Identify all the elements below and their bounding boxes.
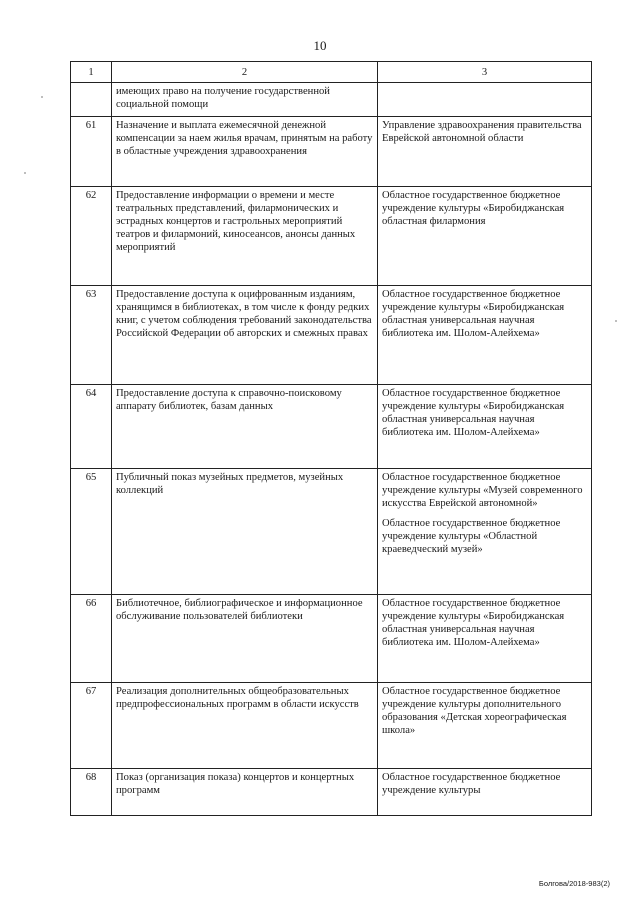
table-row (71, 385, 592, 469)
organization-name: Областное государственное бюджетное учреждение культуры «Биробиджанская областная универсальная научная библиотека им. Шолом-Алейхема» (382, 598, 565, 648)
organization-cell (378, 187, 592, 286)
organization-cell (378, 469, 592, 595)
organization-cell (378, 769, 592, 816)
organization-cell (378, 683, 592, 769)
service-name: Предоставление доступа к оцифрованным изданиям, хранящимся в библиотеках, в том числе к фонду редких книг, с учетом соблюдения требований законодательства Российской Федерации об авторских и смежных правах (112, 286, 378, 385)
table-row (71, 286, 592, 385)
organization-cell (378, 83, 592, 117)
service-name: Назначение и выплата ежемесячной денежной компенсации за наем жилья врачам, принятым на работу в областные учреждения здравоохранения (112, 117, 378, 187)
table-row (71, 117, 592, 187)
organization-name: Областное государственное бюджетное учреждение культуры «Биробиджанская областная филармония (382, 190, 565, 227)
service-name: Реализация дополнительных общеобразовательных предпрофессиональных программ в области искусств (112, 683, 378, 769)
row-number: 65 (71, 469, 112, 595)
scan-speck (24, 172, 26, 174)
service-name: Предоставление доступа к справочно-поисковому аппарату библиотек, базам данных (112, 385, 378, 469)
table-row (71, 769, 592, 816)
organization-cell (378, 385, 592, 469)
table-header-row (71, 62, 592, 83)
column-header-organization: 3 (378, 62, 592, 83)
row-number: 62 (71, 187, 112, 286)
service-name: Предоставление информации о времени и месте театральных представлений, филармонических и эстрадных концертов и гастрольных мероприятий театров и филармоний, киносеансов, анонсы данных мероприятий (112, 187, 378, 286)
organization-name: Областное государственное бюджетное учреждение культуры «Биробиджанская областная универсальная научная библиотека им. Шолом-Алейхема» (382, 388, 565, 438)
table-row (71, 83, 592, 117)
service-name: Публичный показ музейных предметов, музейных коллекций (112, 469, 378, 595)
service-name: Библиотечное, библиографическое и информационное обслуживание пользователей библиотеки (112, 595, 378, 683)
organization-cell (378, 286, 592, 385)
services-table (70, 61, 592, 816)
organization-cell (378, 595, 592, 683)
row-number: 64 (71, 385, 112, 469)
row-number: 63 (71, 286, 112, 385)
scan-speck (615, 320, 617, 322)
scan-speck (41, 96, 43, 98)
row-number: 68 (71, 769, 112, 816)
table-row (71, 469, 592, 595)
row-number (71, 83, 112, 117)
table-row (71, 595, 592, 683)
service-name: Показ (организация показа) концертов и концертных программ (112, 769, 378, 816)
table-row (71, 187, 592, 286)
organization-name: Областное государственное бюджетное учреждение культуры «Биробиджанская областная универсальная научная библиотека им. Шолом-Алейхема» (382, 289, 565, 339)
row-number: 66 (71, 595, 112, 683)
table-row (71, 683, 592, 769)
organization-name: Областное государственное бюджетное учреждение культуры «Областной краеведческий музей» (382, 518, 561, 555)
page-number: 10 (313, 38, 327, 53)
organization-name: Областное государственное бюджетное учреждение культуры дополнительного образования «Детская хореографическая школа» (382, 686, 567, 736)
column-header-number: 1 (71, 62, 112, 83)
organization-name: Областное государственное бюджетное учреждение культуры (382, 772, 561, 796)
organization-cell (378, 117, 592, 187)
row-number: 67 (71, 683, 112, 769)
service-name: имеющих право на получение государственной социальной помощи (112, 83, 378, 117)
document-code: Болгова/2018-983(2) (538, 879, 610, 888)
column-header-service: 2 (112, 62, 378, 83)
organization-name: Управление здравоохранения правительства Еврейской автономной области (382, 120, 582, 144)
organization-name: Областное государственное бюджетное учреждение культуры «Музей современного искусства Еврейской автономной» (382, 472, 583, 509)
row-number: 61 (71, 117, 112, 187)
